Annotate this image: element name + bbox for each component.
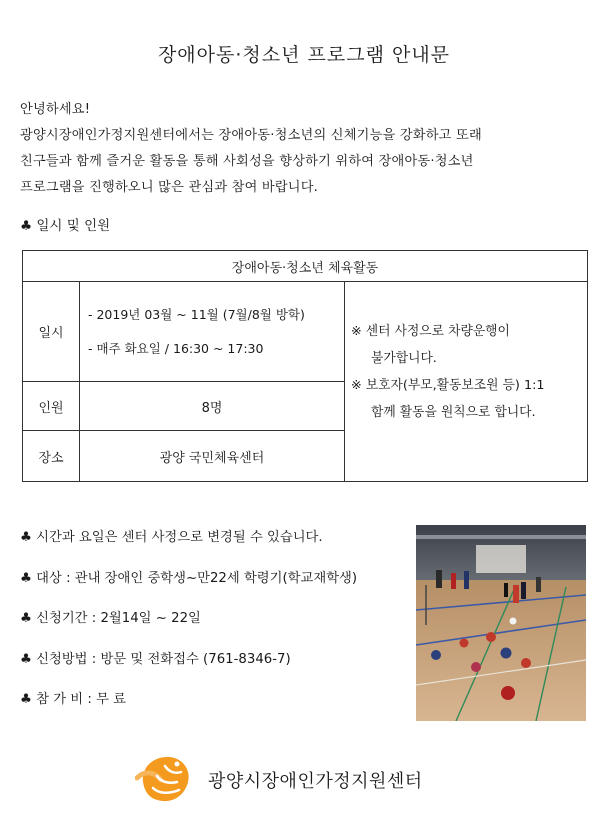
- schedule-table: [22, 250, 588, 482]
- date-cell: [80, 282, 345, 382]
- bullet-fee: ♣ 참 가 비 : 무 료: [20, 692, 126, 707]
- date-line-1: - 2019년 03월 ~ 11월 (7월/8월 방학): [88, 306, 305, 322]
- note-2b: 함께 활동을 원칙으로 합니다.: [371, 405, 536, 420]
- bullet-apply-period: ♣ 신청기간 : 2월14일 ~ 22일: [20, 611, 201, 626]
- section-heading: ♣ 일시 및 인원: [20, 218, 111, 234]
- bullet-schedule-change: ♣ 시간과 요일은 센터 사정으로 변경될 수 있습니다.: [20, 530, 323, 545]
- notes-cell: [345, 282, 588, 482]
- bullet-target: ♣ 대상 : 관내 장애인 중학생~만22세 학령기(학교재학생): [20, 570, 358, 586]
- place-label: 장소: [23, 431, 80, 482]
- gym-photo-image: [416, 525, 586, 721]
- note-2a: ※ 보호자(부모,활동보조원 등) 1:1: [351, 378, 545, 393]
- people-value: 8명: [80, 382, 345, 431]
- intro-line-3: 프로그램을 진행하오니 많은 관심과 참여 바랍니다.: [20, 180, 319, 195]
- table-header: 장애아동·청소년 체육활동: [23, 251, 588, 282]
- intro-line-1: 광양시장애인가정지원센터에서는 장애아동·청소년의 신체기능을 강화하고 또래: [20, 128, 482, 143]
- bullet-apply-method: ♣ 신청방법 : 방문 및 전화접수 (761-8346-7): [20, 651, 291, 667]
- intro-line-2: 친구들과 함께 즐거운 활동을 통해 사회성을 향상하기 위하여 장애아동·청소년: [20, 154, 474, 169]
- page-title: 장애아동·청소년 프로그램 안내문: [157, 44, 451, 66]
- note-1b: 불가합니다.: [371, 351, 437, 366]
- center-logo-icon: [135, 752, 195, 806]
- place-value: 광양 국민체육센터: [80, 431, 345, 482]
- organization-name: 광양시장애인가정지원센터: [208, 771, 423, 792]
- date-line-2: - 매주 화요일 / 16:30 ~ 17:30: [88, 340, 264, 356]
- intro-text: [20, 97, 590, 201]
- greeting: 안녕하세요!: [20, 102, 91, 117]
- gym-photo: [416, 525, 586, 721]
- date-label: 일시: [23, 282, 80, 382]
- bullet-list: [20, 526, 410, 729]
- people-label: 인원: [23, 382, 80, 431]
- note-1a: ※ 센터 사정으로 차량운행이: [351, 324, 510, 339]
